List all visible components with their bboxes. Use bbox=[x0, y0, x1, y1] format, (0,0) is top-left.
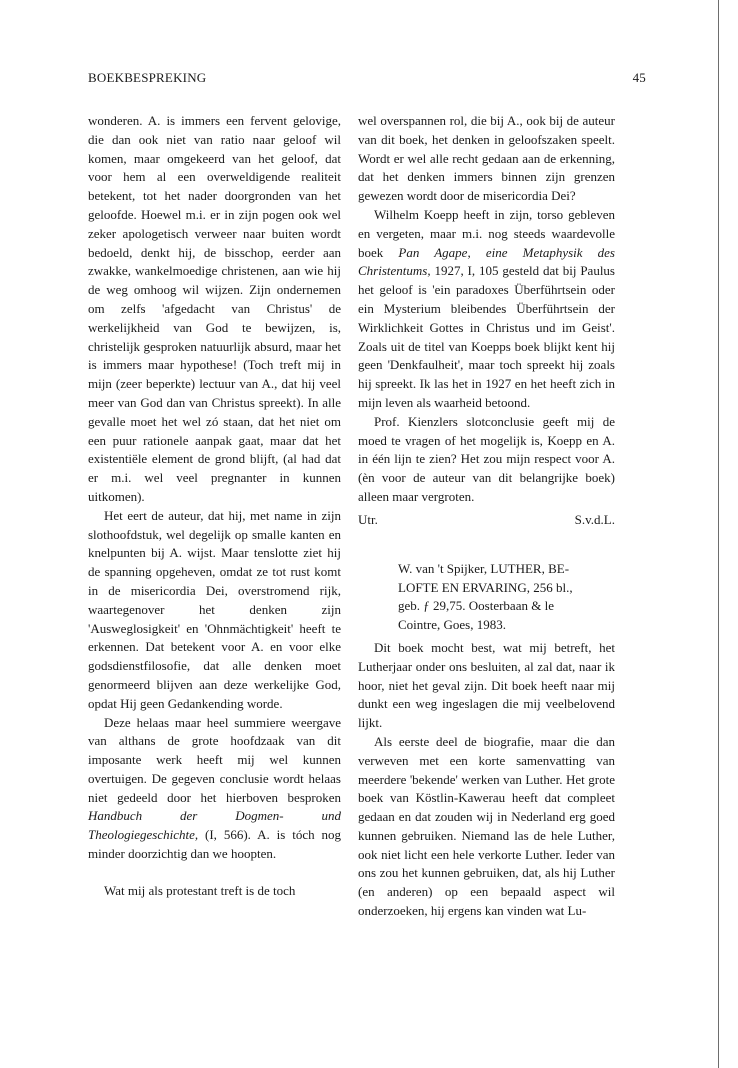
left-paragraph-2: Het eert de auteur, dat hij, met name in zijn slothoofdstuk, wel degelijk op smalle kanten en knelpunten bij A. wijst. Maar tenslotte ziet hij de spanning opgeheven, omdat ze tot rust komt in de misericordia Dei, overstromend rijk, waartegenover het denken zijn 'Ausweglosigkeit' en 'Ohnmächtigkeit' heeft te erkennen. Dat betekent voor A. en voor elke godsdienstfilosofie, dat alle denken moet genormeerd blijven aan deze werkelijke God, opdat Hij geen Gedankending worde. bbox=[88, 507, 341, 711]
right-paragraph-3: Prof. Kienzlers slotconclusie geeft mij de moed te vragen of het mogelijk is, Koepp en A. in één lijn te zien? Het zou mijn respect voor A. (èn voor de auteur van dit belangrijke boek) alleen maar vergroten. bbox=[358, 413, 615, 504]
right-paragraph-5: Als eerste deel de biografie, maar die dan verweven met een korte samenvatting van meerdere 'bekende' werken van Luther. Het grote boek van Köstlin-Kawerau heeft dat compleet gedaan en dat zouden wij in Nederland erg goed kunnen gebruiken. Niemand las de hele Luther, ook niet licht een hele verkorte Luther. Ieder van ons zou het kunnen gebruiken, dat, als hij Luther (en anderen) op een bepaald aspect wil onderzoeken, hij ergens kan vinden wat Lu- bbox=[358, 733, 615, 919]
paragraph-gap bbox=[88, 864, 341, 882]
signature-place: Utr. bbox=[358, 511, 378, 527]
right-paragraph-4: Dit boek mocht best, wat mij betreft, het Lutherjaar onder ons besluiten, al zal dat, naar ik hoor, niet het geval zijn. Dit boek heeft naar mij dunkt een weg ingeslagen die mij veelbelovend lijkt. bbox=[358, 639, 615, 731]
running-header bbox=[88, 70, 646, 90]
book-entry-line-1: W. van 't Spijker, LUTHER, BE- bbox=[398, 560, 570, 576]
left-column bbox=[88, 112, 341, 901]
left-paragraph-4: Wat mij als protestant treft is de toch bbox=[104, 882, 296, 898]
book-entry-line-2: LOFTE EN ERVARING, 256 bl., bbox=[398, 579, 573, 595]
left-paragraph-1: wonderen. A. is immers een fervent gelovige, die dan ook niet van ratio naar geloof wil komen, maar omgekeerd van het geloof, dat voor hem al een overweldigende realiteit betekent, tot het nader doorgronden van het geloofde. Hoewel m.i. er in zijn pogen ook wel zeker apologetisch verweer naar buiten wordt bedoeld, denkt hij, de bisschop, eerder aan zwakke, wankelmoedige christenen, aan wie hij de weg omhoog wil wijzen. Zijn ondernemen om zelfs 'afgedacht van Christus' de werkelijkheid van God te bewijzen, is, christelijk gesproken natuurlijk absurd, maar het is immers maar hypothese! (Toch treft mij in mijn (zeer beperkte) lectuur van A., dat hij veel meer van God dan van Christus spreekt). In alle gevalle moet het wel zó staan, dat het niet om een puur rationele aanpak gaat, maar dat het existentiële element de grond blijft, (al had dat er m.i. wel veel pregnanter in kunnen uitkomen). bbox=[88, 113, 341, 504]
section-title: BOEKBESPREKING bbox=[88, 70, 207, 85]
book-entry-line-4: Cointre, Goes, 1983. bbox=[398, 617, 506, 633]
right-paragraph-2-tail: 1927, I, 105 gesteld dat bij Paulus het geloof is 'ein paradoxes Überführtsein oder ein Mysterium bleibendes Überführtsein der Wirklichkeit Gottes in Christus und im Geist'. Zoals uit de titel van Koepps boek blijkt kent hij geen 'Denkfaulheit', maar toch spreekt hij zoals hij spreekt. Ik las het in 1927 en het heeft zich in mijn leven als waarheid betoond. bbox=[358, 263, 615, 410]
right-paragraph-2-text: Wilhelm Koepp heeft in zijn, torso gebleven en vergeten, maar m.i. nog steeds waardevolle boek bbox=[358, 206, 615, 260]
left-paragraph-3-tail: (I, 566). A. is tóch nog minder doorzichtig dan we hoopten. bbox=[88, 827, 341, 862]
right-paragraph-1: wel overspannen rol, die bij A., ook bij de auteur van dit boek, het denken in geloofszaken speelt. Wordt er wel alle recht gedaan aan de erkenning, dat het denken immers binnen zijn grenzen gewezen wordt door de misericordia Dei? bbox=[358, 113, 615, 204]
reviewed-book-entry bbox=[358, 560, 615, 635]
book-entry-line-3: geb. ƒ 29,75. Oosterbaan & le bbox=[398, 598, 554, 614]
cited-book-title: Handbuch der Dogmen- und Theologiegeschichte, bbox=[88, 808, 341, 843]
cited-book-title: Pan Agape, eine Metaphysik des Christentums, bbox=[358, 244, 615, 279]
left-paragraph-3 bbox=[88, 714, 341, 864]
left-paragraph-3-text: Deze helaas maar heel summiere weergave van althans de grote hoofdzaak van dit imposante werk heeft mij wel kunnen overtuigen. De gegeven conclusie wordt helaas niet gedeeld door het hierboven besproken bbox=[88, 714, 341, 805]
signature-initials: S.v.d.L. bbox=[574, 511, 615, 527]
review-signature bbox=[358, 511, 615, 530]
page-number: 45 bbox=[632, 70, 646, 85]
page-edge-rule bbox=[718, 0, 719, 1068]
right-paragraph-2 bbox=[358, 206, 615, 413]
right-column bbox=[358, 112, 615, 921]
